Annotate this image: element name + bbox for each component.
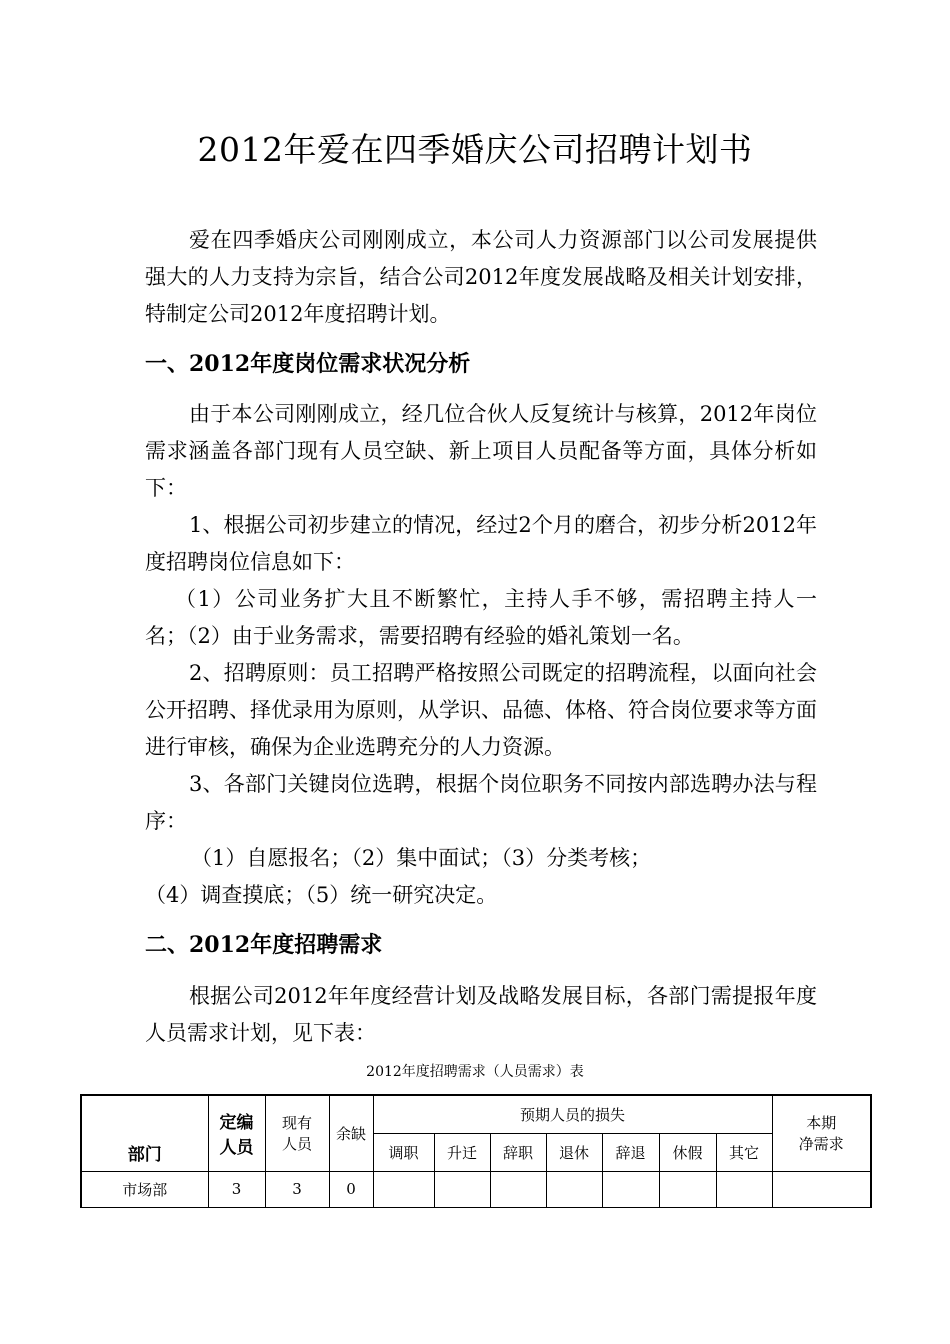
header-net-demand: 本期 净需求 — [772, 1095, 871, 1171]
header-loss-retire: 退休 — [546, 1133, 602, 1171]
header-loss-transfer: 调职 — [373, 1133, 434, 1171]
section-1-paragraph-2: 1、根据公司初步建立的情况，经过2个月的磨合，初步分析2012年度招聘岗位信息如下： — [145, 513, 817, 574]
recruitment-demand-table — [80, 1094, 872, 1208]
cell-net-demand — [772, 1171, 871, 1207]
header-current: 现有 人员 — [265, 1095, 329, 1171]
cell-loss-leave — [659, 1171, 716, 1207]
section-1-paragraph-3: （1）公司业务扩大且不断繁忙，主持人手不够，需招聘主持人一名；（2）由于业务需求，需要招聘有经验的婚礼策划一名。 — [145, 587, 817, 648]
section-1-heading: 一、2012年度岗位需求状况分析 — [145, 351, 471, 377]
cell-loss-resign — [490, 1171, 546, 1207]
intro-paragraph: 爱在四季婚庆公司刚刚成立，本公司人力资源部门以公司发展提供强大的人力支持为宗旨，结合公司2012年度发展战略及相关计划安排，特制定公司2012年度招聘计划。 — [145, 228, 817, 326]
header-vacancy: 余缺 — [329, 1095, 373, 1171]
cell-loss-transfer — [373, 1171, 434, 1207]
header-dept: 部门 — [81, 1095, 208, 1171]
header-quota: 定编 人员 — [208, 1095, 265, 1171]
table-row — [81, 1171, 871, 1207]
cell-dept: 市场部 — [81, 1171, 208, 1207]
cell-quota: 3 — [208, 1171, 265, 1207]
section-1-paragraph-4: 2、招聘原则：员工招聘严格按照公司既定的招聘流程，以面向社会公开招聘、择优录用为原则，从学识、品德、体格、符合岗位要求等方面进行审核，确保为企业选聘充分的人力资源。 — [145, 661, 817, 759]
cell-loss-other — [716, 1171, 772, 1207]
section-1-paragraph-7: （4）调查摸底；（5）统一研究决定。 — [145, 883, 498, 907]
cell-loss-retire — [546, 1171, 602, 1207]
section-1-paragraph-1: 由于本公司刚刚成立，经几位合伙人反复统计与核算，2012年岗位需求涵盖各部门现有人员空缺、新上项目人员配备等方面，具体分析如下： — [145, 402, 817, 500]
header-loss-other: 其它 — [716, 1133, 772, 1171]
section-1-paragraph-5: 3、各部门关键岗位选聘，根据个岗位职务不同按内部选聘办法与程序： — [145, 772, 817, 833]
header-loss-group: 预期人员的损失 — [373, 1095, 772, 1133]
header-loss-leave: 休假 — [659, 1133, 716, 1171]
cell-current: 3 — [265, 1171, 329, 1207]
document-title: 2012年爱在四季婚庆公司招聘计划书 — [197, 130, 753, 169]
table-caption: 2012年度招聘需求（人员需求）表 — [366, 1064, 584, 1080]
header-loss-resign: 辞职 — [490, 1133, 546, 1171]
header-loss-promotion: 升迁 — [434, 1133, 490, 1171]
header-loss-dismiss: 辞退 — [602, 1133, 659, 1171]
cell-loss-promotion — [434, 1171, 490, 1207]
section-2-paragraph-1: 根据公司2012年年度经营计划及战略发展目标，各部门需提报年度人员需求计划，见下表： — [145, 984, 817, 1045]
section-1-paragraph-6: （1）自愿报名；（2）集中面试；（3）分类考核； — [191, 846, 652, 870]
cell-vacancy: 0 — [329, 1171, 373, 1207]
cell-loss-dismiss — [602, 1171, 659, 1207]
section-2-heading: 二、2012年度招聘需求 — [145, 932, 383, 958]
